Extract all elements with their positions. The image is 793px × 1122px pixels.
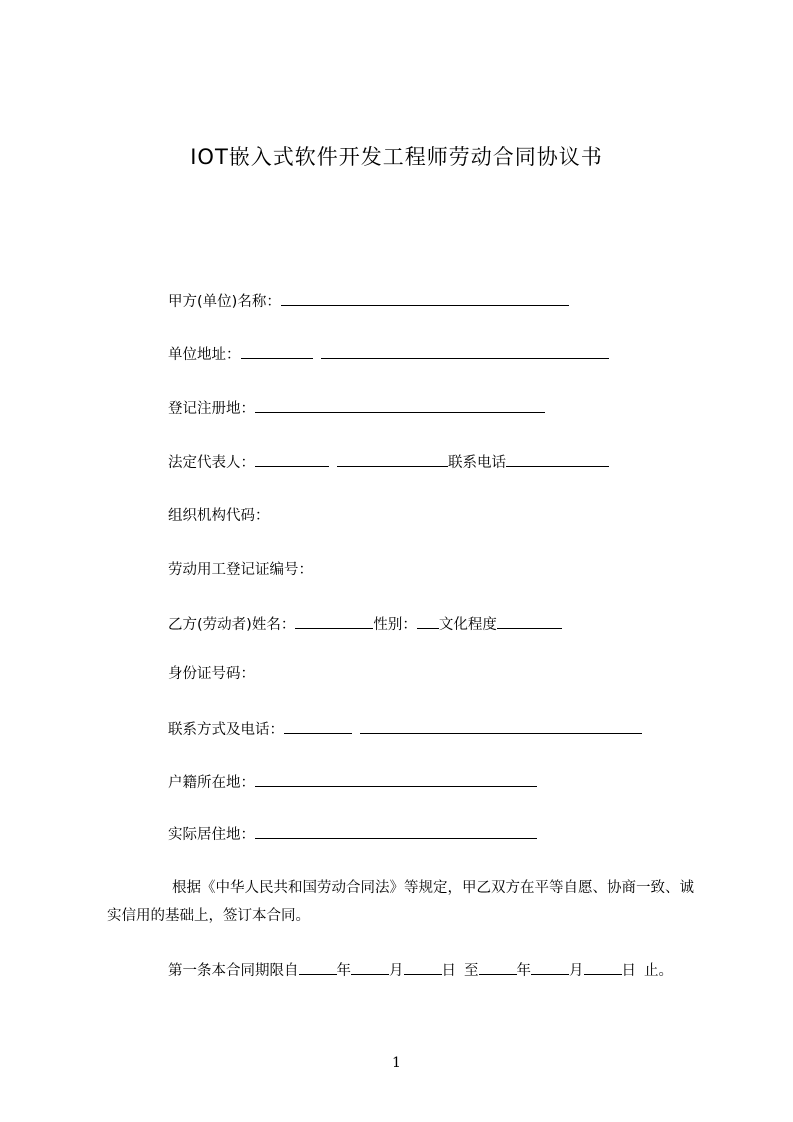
- field-label: 文化程度: [438, 617, 497, 633]
- blank-line[interactable]: [497, 614, 562, 629]
- blank-line[interactable]: [241, 344, 313, 359]
- blank-line[interactable]: [479, 960, 517, 975]
- field-label: 实际居住地：: [168, 827, 255, 843]
- field-label: 联系电话: [448, 455, 506, 471]
- field-registration-place: [168, 398, 545, 419]
- blank-line[interactable]: [584, 960, 622, 975]
- blank-line[interactable]: [299, 960, 337, 975]
- year-label: 年: [336, 963, 351, 979]
- blank-line[interactable]: [506, 452, 609, 467]
- article-one: [168, 960, 673, 981]
- field-label: 甲方(单位)名称：: [168, 294, 281, 310]
- field-label: 联系方式及电话：: [168, 722, 284, 738]
- field-label: 组织机构代码：: [168, 508, 270, 524]
- field-label: 性别：: [373, 617, 417, 633]
- blank-line[interactable]: [531, 960, 569, 975]
- blank-line[interactable]: [284, 719, 352, 734]
- field-unit-address: [168, 344, 609, 365]
- day-label: 日: [621, 963, 636, 979]
- blank-line[interactable]: [255, 452, 329, 467]
- month-label: 月: [569, 963, 584, 979]
- blank-line[interactable]: [351, 960, 389, 975]
- blank-line[interactable]: [255, 824, 537, 839]
- field-org-code: [168, 506, 270, 526]
- blank-line[interactable]: [360, 719, 642, 734]
- field-legal-rep: [168, 452, 609, 473]
- document-title: IOT嵌入式软件开发工程师劳动合同协议书: [190, 145, 603, 169]
- to-label: 至: [464, 963, 479, 979]
- field-party-b-name: [168, 614, 562, 635]
- year-label: 年: [516, 963, 531, 979]
- blank-line[interactable]: [321, 344, 609, 359]
- field-label: 乙方(劳动者)姓名：: [168, 617, 296, 633]
- page-number: 1: [392, 1055, 401, 1071]
- field-household-reg: [168, 772, 537, 793]
- blank-line[interactable]: [255, 398, 545, 413]
- article-one-prefix: 第一条本合同期限自: [168, 963, 299, 979]
- field-labor-reg-no: [168, 560, 313, 580]
- month-label: 月: [389, 963, 404, 979]
- field-label: 法定代表人：: [168, 455, 255, 471]
- field-label: 户籍所在地：: [168, 775, 255, 791]
- field-actual-residence: [168, 824, 537, 845]
- end-label: 止。: [644, 963, 673, 979]
- day-label: 日: [441, 963, 456, 979]
- blank-line[interactable]: [281, 291, 569, 306]
- intro-paragraph: 根据《中华人民共和国劳动合同法》等规定，甲乙双方在平等自愿、协商一致、诚实信用的基础上，签订本合同。: [107, 880, 694, 924]
- field-label: 劳动用工登记证编号：: [168, 562, 313, 578]
- blank-line[interactable]: [404, 960, 442, 975]
- blank-line[interactable]: [295, 614, 373, 629]
- blank-line[interactable]: [337, 452, 448, 467]
- blank-line[interactable]: [417, 614, 439, 629]
- field-label: 登记注册地：: [168, 401, 255, 417]
- field-party-a-name: [168, 291, 569, 312]
- field-id-number: [168, 664, 255, 684]
- field-contact-method: [168, 719, 642, 740]
- field-label: 单位地址：: [168, 347, 241, 363]
- blank-line[interactable]: [255, 772, 537, 787]
- field-label: 身份证号码：: [168, 666, 255, 682]
